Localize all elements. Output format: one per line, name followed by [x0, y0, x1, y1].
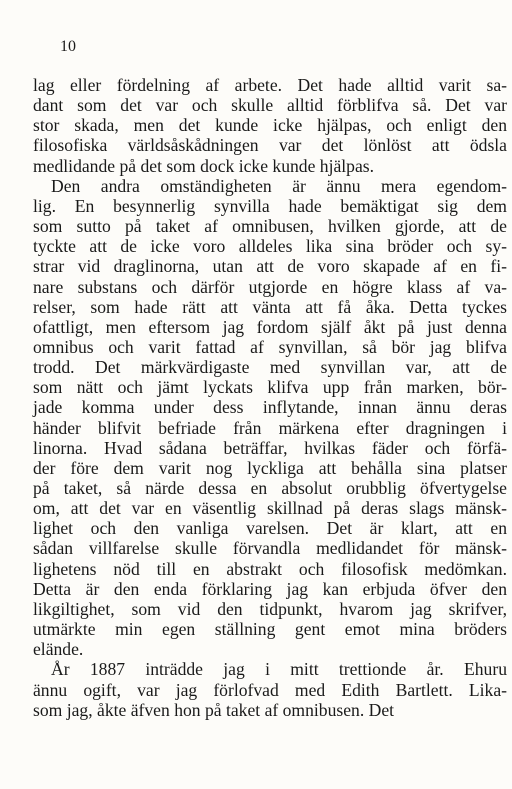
- text-line: elände.: [33, 639, 84, 660]
- text-line: nare substans och därför utgjorde en högre klass af va-: [33, 276, 507, 297]
- text-line: tyckte att de icke voro alldeles lika sina bröder och sy-: [33, 236, 507, 257]
- text-line: omnibus och varit fattad af synvillan, så bör jag blifva: [33, 336, 507, 357]
- text-line: lig. En besynnerlig synvilla hade bemäktigat sig dem: [33, 195, 507, 216]
- text-line: utmärkte min egen ställning gent emot mina bröders: [33, 619, 507, 640]
- text-line: lag eller fördelning af arbete. Det hade alltid varit sa-: [33, 75, 507, 95]
- text-line: trodd. Det märkvärdigaste med synvillan var, att de: [33, 357, 507, 378]
- text-line: linorna. Hvad sådana beträffar, hvilkas fäder och förfä-: [33, 437, 507, 458]
- text-line: som sutto på taket af omnibusen, hvilken gjorde, att de: [33, 216, 507, 237]
- text-line: som nätt och jämt lyckats klifva upp från marken, bör-: [33, 377, 507, 398]
- text-line: om, att det var en väsentlig skillnad på deras slags mänsk-: [33, 498, 507, 519]
- text-line: händer blifvit befriade från märkena efter dragningen i: [33, 417, 507, 438]
- text-line: stor skada, men det kunde icke hjälpas, och enligt den: [33, 115, 507, 136]
- text-line: strar vid draglinorna, utan att de voro skapade af en fi-: [33, 256, 507, 277]
- text-line: filosofiska världsåskådningen var det lönlöst att ödsla: [33, 135, 507, 156]
- text-line: dant som det var och skulle alltid förblifva så. Det var: [33, 95, 507, 116]
- text-line: jade komma under dess inflytande, innan ännu deras: [33, 397, 507, 418]
- text-line: der före dem varit nog lyckliga att behålla sina platser: [33, 457, 507, 478]
- text-line: lighet och den vanliga varelsen. Det är klart, att en: [33, 518, 507, 539]
- text-line: Detta är den enda förklaring jag kan erbjuda öfver den: [33, 578, 507, 599]
- text-line: År 1887 inträdde jag i mitt trettionde år. Ehuru: [51, 659, 507, 680]
- text-line: sådan villfarelse skulle förvandla medlidandet för mänsk-: [33, 538, 507, 559]
- text-line: på taket, så närde dessa en absolut orubblig öfvertygelse: [33, 478, 507, 498]
- text-line: likgiltighet, som vid den tidpunkt, hvarom jag skrifver,: [33, 598, 507, 619]
- text-line: medlidande på det som dock icke kunde hjälpas.: [33, 155, 375, 176]
- text-line: Den andra omständigheten är ännu mera egendom-: [51, 175, 507, 196]
- text-line: ännu ogift, var jag förlofvad med Edith Bartlett. Lika-: [33, 679, 507, 700]
- text-line: som jag, åkte äfven hon på taket af omnibusen. Det: [33, 699, 395, 720]
- text-line: relser, som hade rätt att vänta att få åka. Detta tyckes: [33, 296, 507, 317]
- text-line: ofattligt, men eftersom jag fordom själf åkt på just denna: [33, 316, 507, 337]
- text-line: lighetens nöd till en abstrakt och filosofisk medömkan.: [33, 558, 507, 579]
- page-number: 10: [60, 38, 76, 55]
